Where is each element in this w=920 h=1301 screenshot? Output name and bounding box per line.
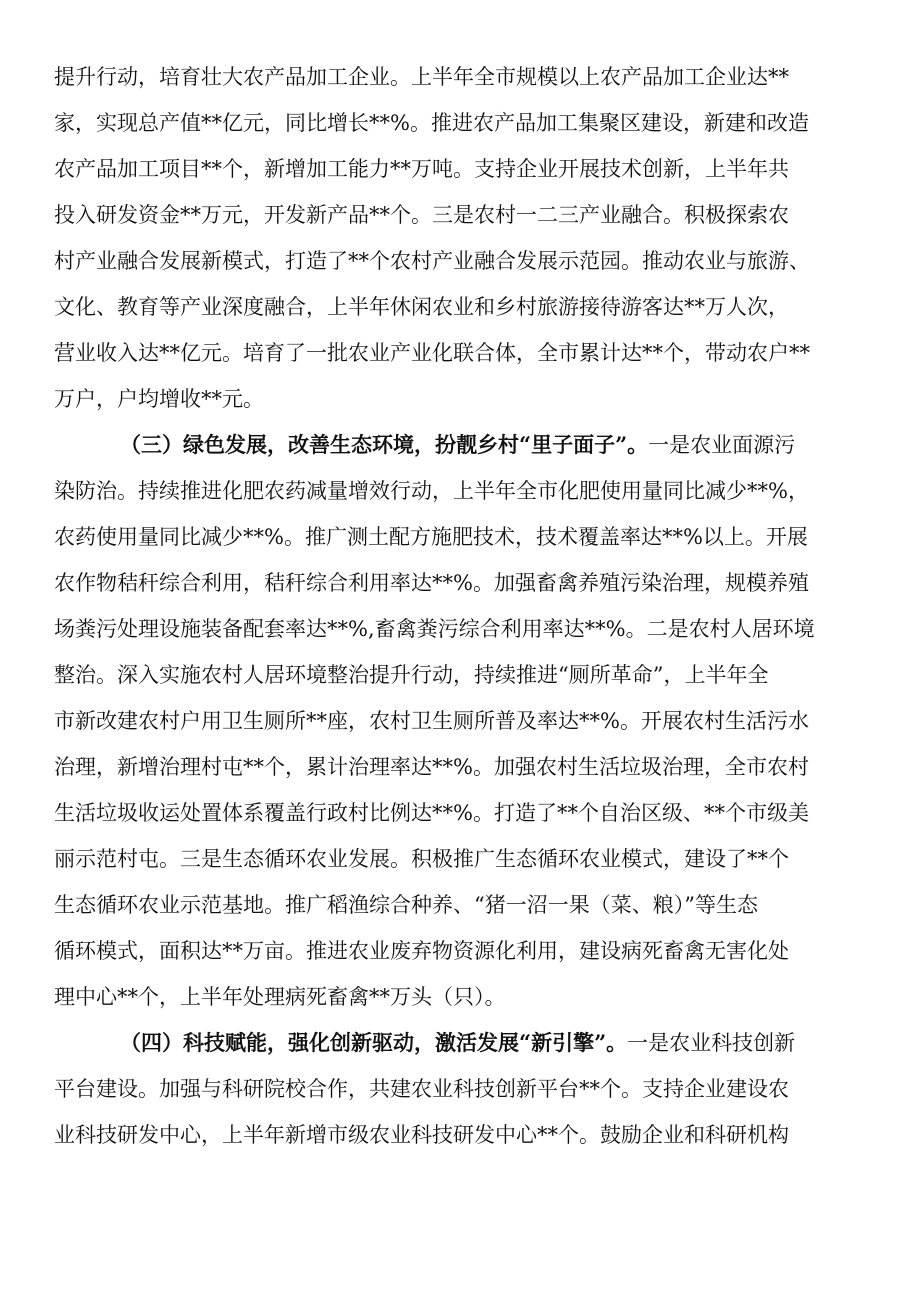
paragraph-continuation (54, 54, 874, 422)
text-line (54, 1020, 874, 1066)
text-line: 循环模式，面积达**万亩。推进农业废弃物资源化利用，建设病死畜禽无害化处 (54, 939, 789, 963)
text-line: 理中心**个，上半年处理病死畜禽**万头（只）。 (54, 985, 506, 1009)
text-line (54, 422, 874, 468)
paragraph-section-3 (54, 422, 874, 1020)
text-line: 丽示范村屯。三是生态循环农业发展。积极推广生态循环农业模式，建设了**个 (54, 847, 789, 871)
text-line: 生活垃圾收运处置体系覆盖行政村比例达**%。打造了**个自治区级、**个市级美 (54, 801, 809, 825)
text-line: 农产品加工项目**个，新增加工能力**万吨。支持企业开展技术创新，上半年共 (54, 157, 789, 181)
text-line: 投入研发资金**万元，开发新产品**个。三是农村一二三产业融合。积极探索农 (54, 203, 789, 227)
text-line: 场粪污处理设施装备配套率达**%,畜禽粪污综合利用率达**%。二是农村人居环境 (54, 617, 815, 641)
text-line: 文化、教育等产业深度融合，上半年休闲农业和乡村旅游接待游客达**万人次， (54, 295, 789, 319)
section-lead-text: 一是农业科技创新 (627, 1031, 796, 1055)
text-line: 市新改建农村户用卫生厕所**座，农村卫生厕所普及率达**%。开展农村生活污水 (54, 709, 809, 733)
paragraph-section-4 (54, 1020, 874, 1158)
document-body (54, 54, 874, 1158)
text-line: 农作物秸秆综合利用，秸秆综合利用率达**%。加强畜禽养殖污染治理，规模养殖 (54, 571, 809, 595)
section-heading: （三）绿色发展，改善生态环境，扮靓乡村“里子面子”。 (120, 432, 649, 457)
text-line: 整治。深入实施农村人居环境整治提升行动，持续推进“厕所革命”，上半年全 (54, 663, 769, 687)
text-line: 营业收入达**亿元。培育了一批农业产业化联合体，全市累计达**个，带动农户** (54, 341, 810, 365)
text-line: 染防治。持续推进化肥农药减量增效行动，上半年全市化肥使用量同比减少**%， (54, 479, 809, 503)
text-line: 平台建设。加强与科研院校合作，共建农业科技创新平台**个。支持企业建设农 (54, 1077, 789, 1101)
text-line: 生态循环农业示范基地。推广稻渔综合种养、“猪一沼一果（菜、粮）”等生态 (54, 893, 758, 917)
text-line: 业科技研发中心，上半年新增市级农业科技研发中心**个。鼓励企业和科研机构 (54, 1123, 789, 1147)
section-lead-text: 一是农业面源污 (648, 433, 796, 457)
text-line: 农药使用量同比减少**%。推广测土配方施肥技术，技术覆盖率达**%以上。开展 (54, 525, 808, 549)
text-line: 家，实现总产值**亿元，同比增长**%。推进农产品加工集聚区建设，新建和改造 (54, 111, 809, 135)
text-line: 治理，新增治理村屯**个，累计治理率达**%。加强农村生活垃圾治理，全市农村 (54, 755, 809, 779)
text-line: 提升行动，培育壮大农产品加工企业。上半年全市规模以上农产品加工企业达** (54, 65, 789, 89)
text-line: 万户，户均增收**元。 (54, 387, 264, 411)
section-heading: （四）科技赋能，强化创新驱动，激活发展“新引擎”。 (120, 1030, 628, 1055)
text-line: 村产业融合发展新模式，打造了**个农村产业融合发展示范园。推动农业与旅游、 (54, 249, 810, 273)
